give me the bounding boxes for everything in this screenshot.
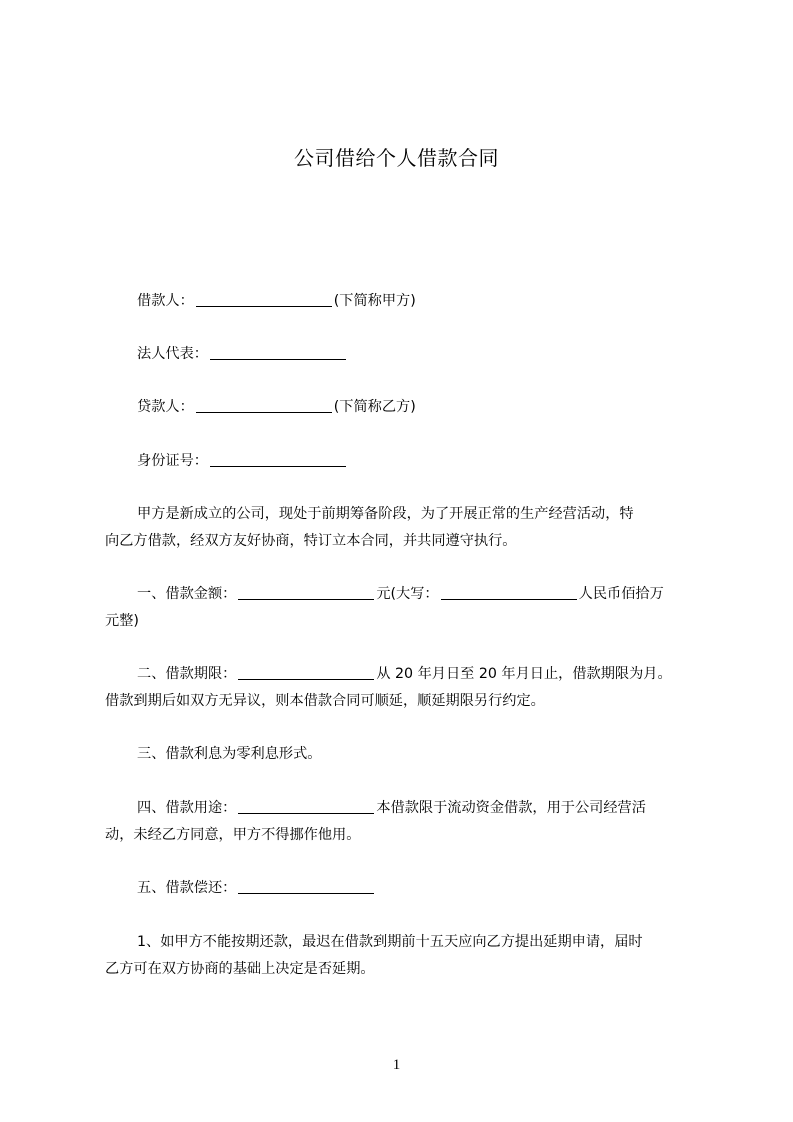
amount-words-blank xyxy=(441,585,577,600)
clause-5-1-line-2: 乙方可在双方协商的基础上决定是否延期。 xyxy=(105,961,375,977)
clause-1-mid: 元(大写： xyxy=(376,586,439,602)
clause-2-line-1 xyxy=(137,664,707,684)
lender-line xyxy=(137,397,707,417)
clause-1-label: 一、借款金额： xyxy=(137,586,237,602)
amount-blank xyxy=(238,585,374,600)
clause-2-label: 二、借款期限： xyxy=(137,666,237,682)
repayment-blank xyxy=(238,879,374,894)
lender-suffix: (下简称乙方) xyxy=(333,399,416,415)
legal-rep-line xyxy=(137,344,707,364)
clause-1-line-2: 元整) xyxy=(105,613,139,629)
borrower-blank xyxy=(196,292,332,307)
clause-2-line-2: 借款到期后如双方无异议，则本借款合同可顺延，顺延期限另行约定。 xyxy=(105,693,545,709)
clause-5-line xyxy=(137,878,707,898)
clause-5-1-line-1: 1、如甲方不能按期还款，最迟在借款到期前十五天应向乙方提出延期申请，届时 xyxy=(137,934,643,950)
clause-2-end: 从 20 年月日至 20 年月日止，借款期限为月。 xyxy=(376,666,672,682)
id-number-blank xyxy=(210,452,346,467)
borrower-label: 借款人： xyxy=(137,293,194,309)
clause-3-line: 三、借款利息为零利息形式。 xyxy=(137,746,322,762)
clause-4-label: 四、借款用途： xyxy=(137,800,237,816)
document-title: 公司借给个人借款合同 xyxy=(294,146,499,170)
purpose-blank xyxy=(238,799,374,814)
clause-5-label: 五、借款偿还： xyxy=(137,880,237,896)
borrower-line xyxy=(137,291,707,311)
clause-4-end: 本借款限于流动资金借款，用于公司经营活 xyxy=(376,800,646,816)
clause-1-end: 人民币佰拾万 xyxy=(578,586,664,602)
intro-line-1: 甲方是新成立的公司，现处于前期筹备阶段，为了开展正常的生产经营活动，特 xyxy=(137,506,634,522)
term-blank xyxy=(238,665,374,680)
id-number-line xyxy=(137,451,707,471)
clause-4-line-2: 动，未经乙方同意，甲方不得挪作他用。 xyxy=(105,827,361,843)
intro-line-2: 向乙方借款，经双方友好协商，特订立本合同，并共同遵守执行。 xyxy=(105,533,517,549)
legal-rep-blank xyxy=(210,345,346,360)
page-number: 1 xyxy=(392,1057,401,1073)
lender-label: 贷款人： xyxy=(137,399,194,415)
id-number-label: 身份证号： xyxy=(137,453,208,469)
borrower-suffix: (下简称甲方) xyxy=(333,293,416,309)
clause-1-line-1 xyxy=(137,584,707,604)
legal-rep-label: 法人代表： xyxy=(137,346,208,362)
lender-blank xyxy=(196,398,332,413)
clause-4-line-1 xyxy=(137,798,707,818)
